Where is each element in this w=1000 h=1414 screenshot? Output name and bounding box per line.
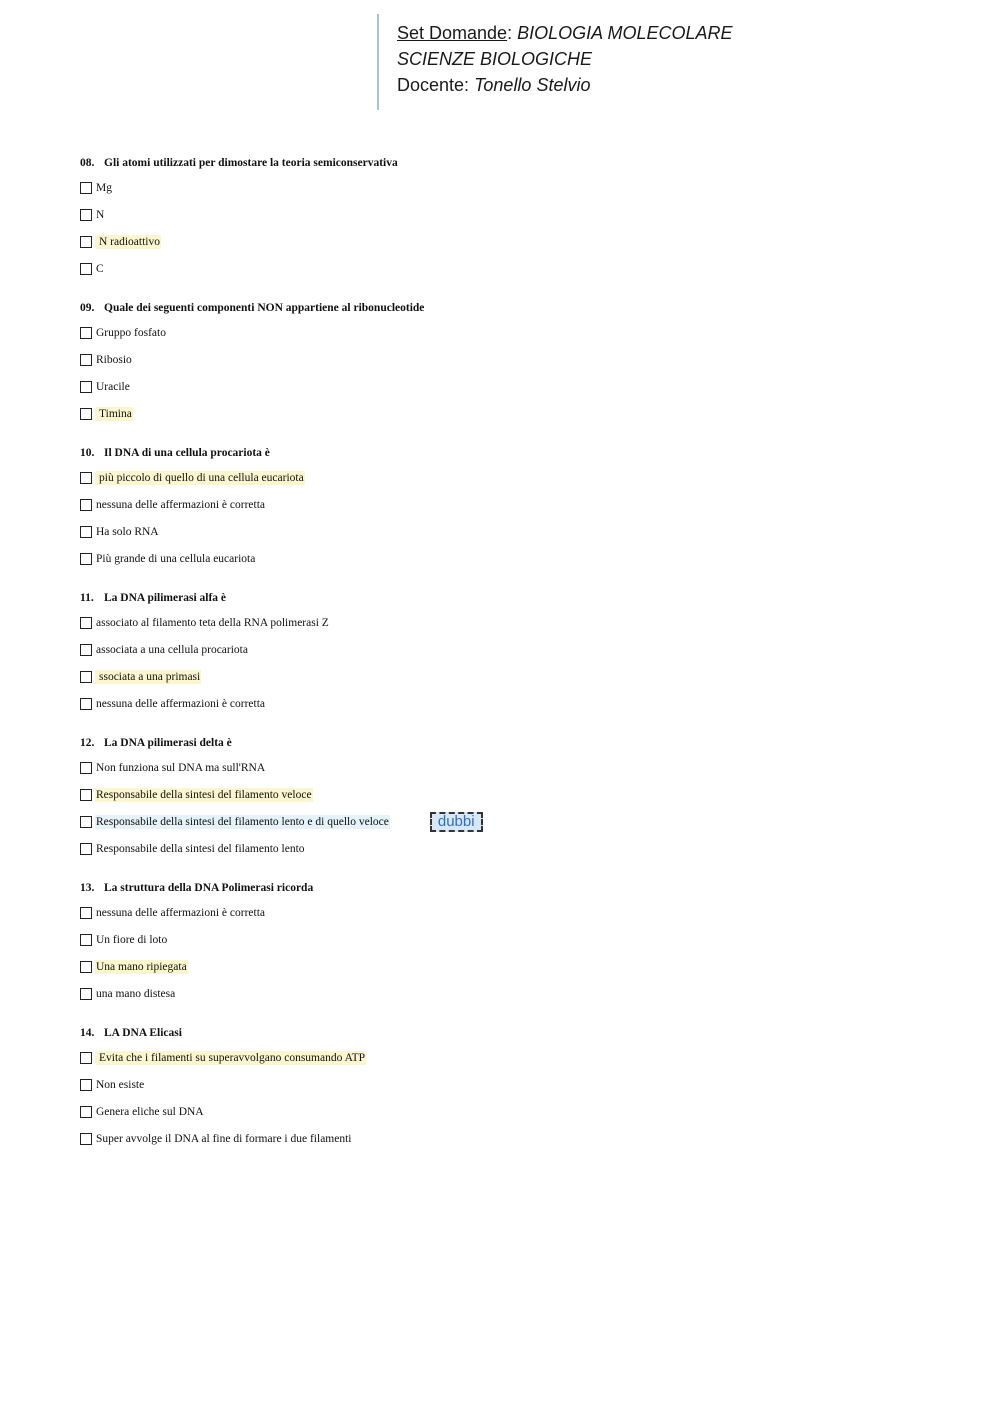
question-title — [80, 1022, 960, 1044]
question-10 — [80, 442, 960, 572]
option-label: Non esiste — [96, 1078, 145, 1091]
answer-option[interactable] — [80, 319, 960, 346]
checkbox[interactable] — [80, 209, 92, 221]
checkbox[interactable] — [80, 698, 92, 710]
set-title-line — [397, 20, 733, 46]
option-label: Super avvolge il DNA al fine di formare i due filamenti — [96, 1132, 352, 1145]
question-11 — [80, 587, 960, 717]
question-number: 12. — [80, 737, 95, 749]
answer-option[interactable] — [80, 201, 960, 228]
question-title — [80, 587, 960, 609]
option-label: Mg — [96, 181, 112, 194]
option-label: ssociata a una primasi — [95, 670, 201, 684]
question-text: La DNA pilimerasi alfa è — [104, 592, 227, 604]
checkbox[interactable] — [80, 617, 92, 629]
option-label: Ha solo RNA — [96, 525, 159, 538]
question-09 — [80, 297, 960, 427]
question-title — [80, 297, 960, 319]
checkbox[interactable] — [80, 1079, 92, 1091]
option-label: nessuna delle affermazioni è corretta — [96, 906, 266, 919]
option-label: N — [96, 208, 105, 221]
question-12 — [80, 732, 960, 862]
teacher-line — [397, 72, 733, 98]
question-text: Quale dei seguenti componenti NON appartiene al ribonucleotide — [104, 302, 425, 314]
question-title — [80, 877, 960, 899]
option-label: Genera eliche sul DNA — [96, 1105, 204, 1118]
question-number: 14. — [80, 1027, 95, 1039]
question-13 — [80, 877, 960, 1007]
answer-option[interactable] — [80, 346, 960, 373]
option-label: Più grande di una cellula eucariota — [96, 552, 256, 565]
answer-option[interactable] — [80, 926, 960, 953]
answer-option[interactable] — [80, 1071, 960, 1098]
option-label: Gruppo fosfato — [96, 326, 166, 339]
checkbox[interactable] — [80, 472, 92, 484]
checkbox[interactable] — [80, 671, 92, 683]
question-number: 13. — [80, 882, 95, 894]
answer-option[interactable] — [80, 545, 960, 572]
checkbox[interactable] — [80, 843, 92, 855]
document-header — [377, 14, 733, 110]
question-number: 10. — [80, 447, 95, 459]
option-label: Ribosio — [96, 353, 132, 366]
answer-option-highlighted[interactable] — [80, 953, 960, 980]
answer-option[interactable] — [80, 636, 960, 663]
checkbox[interactable] — [80, 354, 92, 366]
option-label: nessuna delle affermazioni è corretta — [96, 498, 266, 511]
option-label: associata a una cellula procariota — [96, 643, 248, 656]
checkbox[interactable] — [80, 1106, 92, 1118]
checkbox[interactable] — [80, 263, 92, 275]
checkbox[interactable] — [80, 644, 92, 656]
option-label: Una mano ripiegata — [96, 960, 187, 973]
checkbox[interactable] — [80, 408, 92, 420]
set-separator: : — [507, 23, 513, 43]
question-text: Il DNA di una cellula procariota è — [104, 447, 270, 459]
set-value: BIOLOGIA MOLECOLARE — [517, 23, 733, 43]
question-number: 11. — [80, 592, 94, 604]
set-label: Set Domande — [397, 23, 508, 43]
answer-option[interactable] — [80, 1098, 960, 1125]
annotation-note[interactable]: dubbi — [430, 812, 483, 832]
option-label: Non funziona sul DNA ma sull'RNA — [96, 761, 266, 774]
option-label: Responsabile della sintesi del filamento veloce — [96, 788, 312, 801]
checkbox[interactable] — [80, 789, 92, 801]
option-label: Responsabile della sintesi del filamento lento e di quello veloce — [96, 815, 389, 828]
answer-option[interactable] — [80, 491, 960, 518]
answer-option-highlighted[interactable] — [80, 1044, 960, 1071]
option-label: una mano distesa — [96, 987, 176, 1000]
checkbox[interactable] — [80, 553, 92, 565]
option-label: nessuna delle affermazioni è corretta — [96, 697, 266, 710]
checkbox[interactable] — [80, 934, 92, 946]
checkbox[interactable] — [80, 236, 92, 248]
answer-option[interactable] — [80, 609, 960, 636]
answer-option-highlighted-blue[interactable] — [80, 808, 960, 835]
answer-option[interactable] — [80, 754, 960, 781]
answer-option[interactable] — [80, 255, 960, 282]
checkbox[interactable] — [80, 988, 92, 1000]
option-label: Un fiore di loto — [96, 933, 168, 946]
checkbox[interactable] — [80, 499, 92, 511]
option-label: Evita che i filamenti su superavvolgano consumando ATP — [95, 1051, 366, 1065]
question-title — [80, 442, 960, 464]
option-label: più piccolo di quello di una cellula eucariota — [95, 471, 305, 485]
option-label: associato al filamento teta della RNA polimerasi Z — [96, 616, 329, 629]
teacher-name: Tonello Stelvio — [474, 75, 591, 95]
checkbox[interactable] — [80, 182, 92, 194]
checkbox[interactable] — [80, 1052, 92, 1064]
answer-option[interactable] — [80, 518, 960, 545]
option-label: N radioattivo — [95, 235, 161, 249]
question-text: La struttura della DNA Polimerasi ricorda — [104, 882, 314, 894]
question-text: Gli atomi utilizzati per dimostare la teoria semiconservativa — [104, 157, 398, 169]
checkbox[interactable] — [80, 526, 92, 538]
answer-option-highlighted[interactable] — [80, 464, 960, 491]
course-name: SCIENZE BIOLOGICHE — [397, 49, 593, 69]
checkbox[interactable] — [80, 381, 92, 393]
answer-option[interactable] — [80, 373, 960, 400]
question-14 — [80, 1022, 960, 1152]
answer-option[interactable] — [80, 899, 960, 926]
question-number: 08. — [80, 157, 95, 169]
question-text: LA DNA Elicasi — [104, 1027, 182, 1039]
question-08 — [80, 152, 960, 282]
question-title — [80, 152, 960, 174]
answer-option-highlighted[interactable] — [80, 228, 960, 255]
teacher-label: Docente: — [397, 75, 470, 95]
answer-option[interactable] — [80, 1125, 960, 1152]
option-label: Uracile — [96, 380, 130, 393]
answer-option-highlighted[interactable] — [80, 781, 960, 808]
checkbox[interactable] — [80, 762, 92, 774]
answer-option[interactable] — [80, 835, 960, 862]
option-label: Timina — [95, 407, 133, 421]
checkbox[interactable] — [80, 327, 92, 339]
question-list — [80, 152, 960, 1167]
option-label: C — [96, 262, 104, 275]
question-text: La DNA pilimerasi delta è — [104, 737, 232, 749]
answer-option[interactable] — [80, 690, 960, 717]
answer-option[interactable] — [80, 980, 960, 1007]
question-title — [80, 732, 960, 754]
checkbox[interactable] — [80, 1133, 92, 1145]
answer-option-highlighted[interactable] — [80, 663, 960, 690]
option-label: Responsabile della sintesi del filamento lento — [96, 842, 305, 855]
checkbox[interactable] — [80, 907, 92, 919]
answer-option-highlighted[interactable] — [80, 400, 960, 427]
checkbox[interactable] — [80, 961, 92, 973]
question-number: 09. — [80, 302, 95, 314]
checkbox[interactable] — [80, 816, 92, 828]
answer-option[interactable] — [80, 174, 960, 201]
